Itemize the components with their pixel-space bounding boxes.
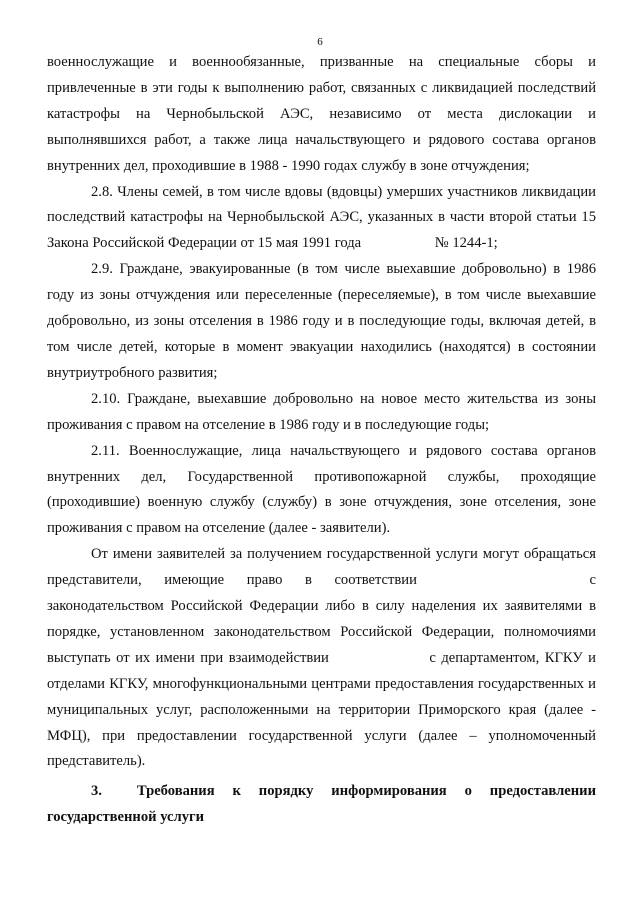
paragraph-representatives-part-2: с законодательством Российской Федерации либо в силу наделения их заявителями в порядке, установленном законодательством Российской Федерации, полномочиями выступать от их имени при взаимодействии (47, 572, 596, 666)
paragraph-2-9: 2.9. Граждане, эвакуированные (в том числе выехавшие добровольно) в 1986 году из зоны отчуждения или переселенные (переселяемые), в том числе выехавшие добровольно, из зоны отселения в 1986 году и в последующие годы, включая детей, в том числе детей, которые в момент эвакуации находились (находятся) в состоянии внутриутробного развития; (47, 261, 596, 381)
paragraph-2-10: 2.10. Граждане, выехавшие добровольно на новое место жительства из зоны проживания с правом на отселение в 1986 году и в последующие годы; (47, 390, 596, 433)
paragraph-continuation: военнослужащие и военнообязанные, призванные на специальные сборы и привлеченные в эти годы к выполнению работ, связанных с ликвидацией последствий катастрофы на Чернобыльской АЭС, независимо от места дислокации и выполнявшихся работ, а также лица начальствующего и рядового состава органов внутренних дел, проходившие в 1988 - 1990 годах службу в зоне отчуждения; (47, 54, 596, 174)
section-heading-3 (47, 779, 596, 831)
paragraph-2-8-law-number: № 1244-1; (434, 235, 498, 252)
paragraph-2-8 (47, 180, 596, 258)
section-heading-number: 3. (91, 783, 102, 800)
paragraph-2-8-text: 2.8. Члены семей, в том числе вдовы (вдовцы) умерших участников ликвидации последствий катастрофы на Чернобыльской АЭС, указанных в части второй статьи 15 Закона Российской Федерации от 15 мая 1991 года (47, 183, 596, 252)
paragraph-representatives-part-1: От имени заявителей за получением государственной услуги могут обращаться представители, имеющие право в соответствии (47, 546, 596, 589)
paragraph-2-11: 2.11. Военнослужащие, лица начальствующего и рядового состава органов внутренних дел, Государственной противопожарной службы, проходящие (проходившие) военную службу (службу) в зоне отчуждения, зоне отселения, зоне проживания с правом на отселение (далее - заявители). (47, 442, 596, 537)
paragraph-representatives (47, 542, 596, 775)
document-body (47, 50, 596, 831)
section-heading-text: Требования к порядку информирования о предоставлении государственной услуги (47, 783, 596, 826)
paragraph-representatives-part-3: с департаментом, КГКУ и отделами КГКУ, многофункциональными центрами предоставления государственных и муниципальных услуг, расположенными на территории Приморского края (далее - МФЦ), при предоставлении государственной услуги (далее – уполномоченный представитель). (47, 649, 596, 770)
page-number: 6 (317, 36, 323, 48)
